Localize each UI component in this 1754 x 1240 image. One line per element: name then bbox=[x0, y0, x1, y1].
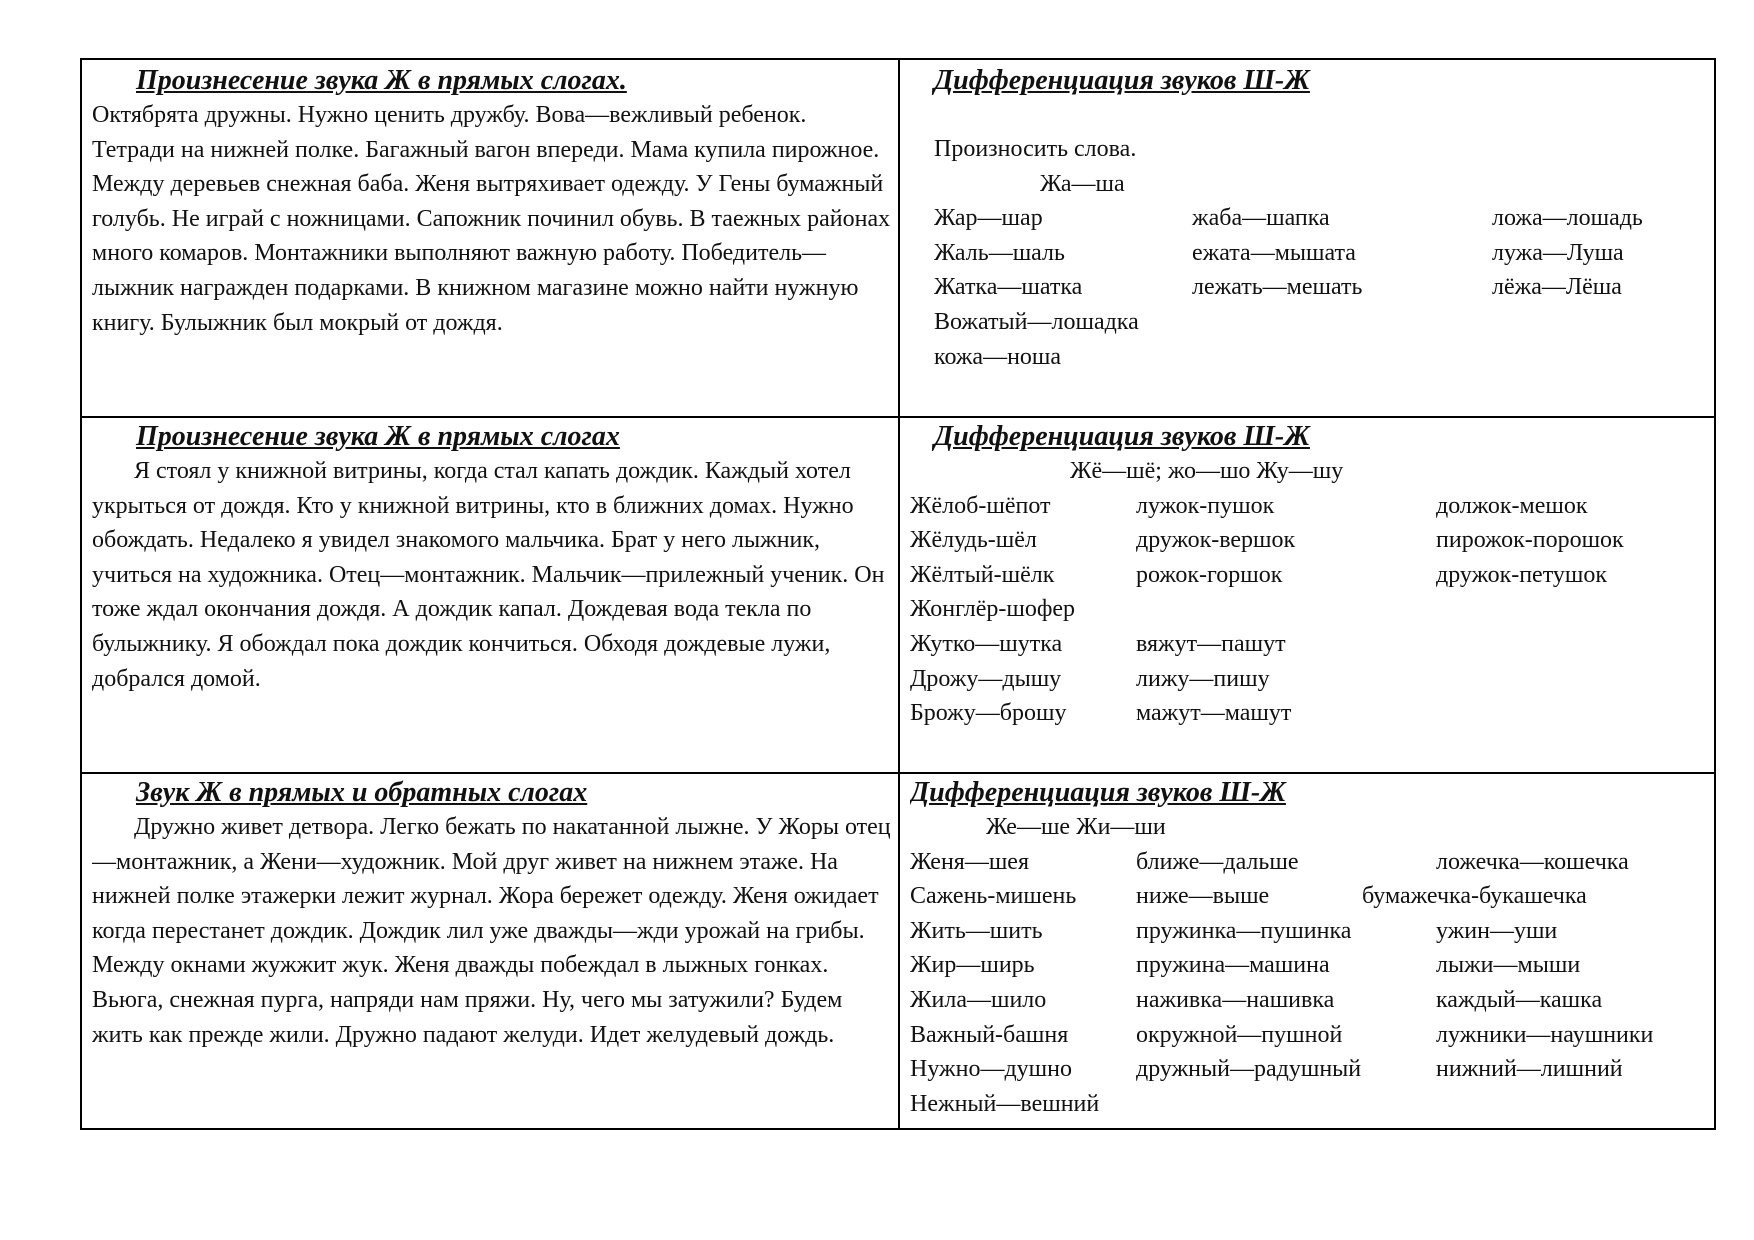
word-row bbox=[910, 879, 1714, 914]
word-row bbox=[910, 662, 1710, 697]
word-row bbox=[910, 914, 1714, 949]
word-pair: пружинка—пушинка bbox=[1136, 917, 1352, 944]
column-divider bbox=[898, 60, 900, 1128]
word-pair: лужок-пушок bbox=[1136, 492, 1275, 519]
cell-title: Произнесение звука Ж в прямых слогах bbox=[136, 421, 620, 452]
word-pair: вяжут—пашут bbox=[1136, 630, 1286, 657]
cell-title: Дифференциация звуков Ш-Ж bbox=[934, 65, 1310, 96]
row-divider-2 bbox=[82, 772, 1714, 774]
syllables: Же—ше Жи—ши bbox=[986, 814, 1166, 840]
word-pair: ближе—дальше bbox=[1136, 848, 1299, 875]
word-row bbox=[910, 627, 1710, 662]
word-pair: Жёлтый-шёлк bbox=[910, 561, 1055, 588]
word-pair: кожа—ноша bbox=[934, 343, 1062, 370]
word-pair: Нежный—вешний bbox=[910, 1090, 1100, 1117]
word-pair: Вожатый—лошадка bbox=[934, 308, 1139, 335]
word-row bbox=[910, 1018, 1714, 1053]
word-pair: каждый—кашка bbox=[1436, 986, 1603, 1013]
word-row bbox=[910, 845, 1714, 880]
word-pair: должок-мешок bbox=[1436, 492, 1588, 519]
word-pair: пружина—машина bbox=[1136, 952, 1330, 979]
word-pair: Жёлоб-шёпот bbox=[910, 492, 1051, 519]
word-pair: Жонглёр-шофер bbox=[910, 596, 1076, 623]
word-pairs bbox=[910, 845, 1714, 1122]
word-pair: Сажень-мишень bbox=[910, 883, 1077, 910]
word-pair: Жутко—шутка bbox=[910, 630, 1063, 657]
word-row bbox=[934, 305, 1710, 340]
word-row bbox=[910, 983, 1714, 1018]
word-pair: Нужно—душно bbox=[910, 1056, 1072, 1083]
exercise-table bbox=[80, 58, 1716, 1130]
word-pair: лежать—мешать bbox=[1192, 274, 1363, 301]
word-pair: ниже—выше bbox=[1136, 883, 1270, 910]
word-row bbox=[910, 1052, 1714, 1087]
word-pair: дружный—радушный bbox=[1136, 1056, 1362, 1083]
word-pair: рожок-горшок bbox=[1136, 561, 1283, 588]
word-pair: Жатка—шатка bbox=[934, 274, 1083, 301]
cell-right-1 bbox=[910, 64, 1710, 414]
cell-title: Дифференциация звуков Ш-Ж bbox=[934, 421, 1310, 452]
word-pair: Дрожу—дышу bbox=[910, 665, 1062, 692]
word-pair: наживка—нашивка bbox=[1136, 986, 1335, 1013]
word-pair: лыжи—мыши bbox=[1436, 952, 1581, 979]
word-pair: лижу—пишу bbox=[1136, 665, 1270, 692]
word-pair: бумажечка-букашечка bbox=[1362, 883, 1587, 910]
word-row bbox=[934, 340, 1710, 375]
word-row bbox=[910, 558, 1710, 593]
word-pair: дружок-вершок bbox=[1136, 527, 1296, 554]
word-row bbox=[934, 270, 1710, 305]
row-divider-1 bbox=[82, 416, 1714, 418]
word-pair: ложа—лошадь bbox=[1492, 205, 1643, 232]
cell-text: Октябрята дружны. Нужно ценить дружбу. Вова—вежливый ребенок. Тетради на нижней полке. Багажный вагон впереди. Мама купила пирожное. Между деревьев снежная баба. Женя вытряхивает одежду. У Гены бумажный голубь. Не играй с ножницами. Сапожник починил обувь. В таежных районах много комаров. Монтажники выполняют важную работу. Победитель—лыжник награжден подарками. В книжном магазине можно найти нужную книгу. Булыжник был мокрый от дождя. bbox=[92, 102, 891, 336]
word-pair: лёжа—Лёша bbox=[1492, 274, 1622, 301]
word-row bbox=[910, 523, 1710, 558]
cell-left-3 bbox=[92, 776, 892, 1128]
cell-text: Дружно живет детвора. Легко бежать по накатанной лыжне. У Жоры отец—монтажник, а Жени—художник. Мой друг живет на нижнем этаже. На нижней полке этажерки лежит журнал. Жора бережет одежду. Женя ожидает когда перестанет дождик. Дождик лил уже дважды—жди урожай на грибы. Между окнами жужжит жук. Женя дважды побеждал в лыжных гонках. Вьюга, снежная пурга, напряди нам пряжи. Ну, чего мы затужили? Будем жить как прежде жили. Дружно падают желуди. Идет желудевый дождь. bbox=[92, 814, 891, 1048]
word-pair: Жар—шар bbox=[934, 205, 1043, 232]
cell-text: Я стоял у книжной витрины, когда стал капать дождик. Каждый хотел укрыться от дождя. Кто у книжной витрины, кто в ближних домах. Нужно обождать. Недалеко я увидел знакомого мальчика. Брат у него лыжник, учиться на художника. Отец—монтажник. Мальчик—прилежный ученик. Он тоже ждал окончания дождя. А дождик капал. Дождевая вода текла по булыжнику. Я обождал пока дождик кончиться. Обходя дождевые лужи, добрался домой. bbox=[92, 458, 885, 692]
cell-title: Звук Ж в прямых и обратных слогах bbox=[136, 777, 588, 808]
word-pairs bbox=[910, 489, 1710, 731]
word-row bbox=[910, 592, 1710, 627]
word-pair: Женя—шея bbox=[910, 848, 1029, 875]
word-row bbox=[910, 489, 1710, 524]
word-pair: нижний—лишний bbox=[1436, 1056, 1623, 1083]
word-pair: лужа—Луша bbox=[1492, 239, 1624, 266]
word-pair: жаба—шапка bbox=[1192, 205, 1330, 232]
word-pair: Жила—шило bbox=[910, 986, 1047, 1013]
cell-left-1 bbox=[92, 64, 892, 414]
word-pair: Брожу—брошу bbox=[910, 700, 1067, 727]
word-row bbox=[934, 236, 1710, 271]
word-pair: лужники—наушники bbox=[1436, 1021, 1654, 1048]
word-pair: ужин—уши bbox=[1436, 917, 1558, 944]
cell-title: Произнесение звука Ж в прямых слогах. bbox=[136, 65, 627, 96]
word-pair: ложечка—кошечка bbox=[1436, 848, 1629, 875]
word-pair: пирожок-порошок bbox=[1436, 527, 1624, 554]
word-pair: дружок-петушок bbox=[1436, 561, 1608, 588]
word-row bbox=[934, 201, 1710, 236]
word-pair: мажут—машут bbox=[1136, 700, 1292, 727]
word-row bbox=[910, 1087, 1714, 1122]
cell-left-2 bbox=[92, 420, 892, 770]
cell-right-3 bbox=[910, 776, 1714, 1128]
syllables: Жё—шё; жо—шо Жу—шу bbox=[1070, 458, 1344, 484]
word-pair: Жёлудь-шёл bbox=[910, 527, 1037, 554]
word-pair: Жаль—шаль bbox=[934, 239, 1065, 266]
cell-right-2 bbox=[910, 420, 1710, 770]
instruction: Произносить слова. bbox=[934, 136, 1137, 162]
word-pair: ежата—мышата bbox=[1192, 239, 1356, 266]
word-row bbox=[910, 696, 1710, 731]
syllables: Жа—ша bbox=[1040, 170, 1125, 197]
word-row bbox=[910, 948, 1714, 983]
word-pairs bbox=[910, 201, 1710, 374]
word-pair: Важный-башня bbox=[910, 1021, 1069, 1048]
word-pair: Жить—шить bbox=[910, 917, 1043, 944]
word-pair: Жир—ширь bbox=[910, 952, 1035, 979]
cell-title: Дифференциация звуков Ш-Ж bbox=[910, 777, 1286, 808]
word-pair: окружной—пушной bbox=[1136, 1021, 1343, 1048]
